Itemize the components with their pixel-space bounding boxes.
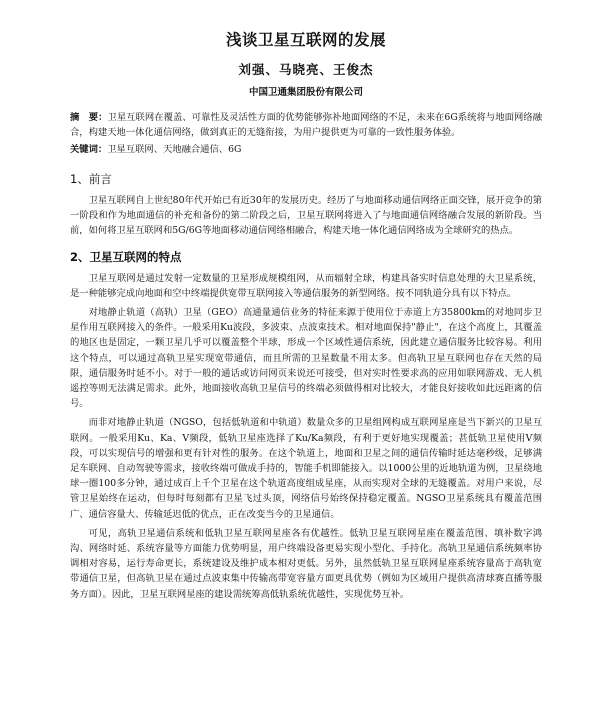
features-paragraph-4: 可见，高轨卫星通信系统和低轨卫星互联网星座各有优越性。低轨卫星互联网星座在覆盖范围、填补数字鸿沟、网络时延、系统容量等方面能力优势明显，用户终端设备更易实现小型化、手持化。高轨卫星通信系统频率协调相对容易，运行寿命更长，系统建设及维护成本相对更低。另外，虽然低轨卫星互联网星座系统容量高于高轨宽带通信卫星，但高轨卫星在通过点波束集中传输高带宽容量方面更具优势（例如为区域用户提供高清球赛直播等服务方面）。因此，卫星互联网星座的建设需统筹高低轨系统优越性，实现优势互补。 bbox=[70, 527, 542, 600]
features-paragraph-1: 卫星互联网是通过发射一定数量的卫星形成规模组网，从而辐射全球，构建具备实时信息处理的大卫星系统，是一种能够完成向地面和空中终端提供宽带互联网接入等通信服务的新型网络。按不同轨道分具有以下特点。 bbox=[70, 272, 542, 299]
abstract bbox=[70, 110, 542, 140]
features-paragraph-3: 而非对地静止轨道（NGSO，包括低轨道和中轨道）数量众多的卫星组网构成互联网星座是当下新兴的卫星互联网。一般采用Ku、Ka、V频段，低轨卫星座选择了Ku/Ka频段，有利于更好地实现覆盖；甚低轨卫星使用V频段，可以实现信号的增强和更有针对性的服务。在这个轨道上，地面和卫星之间的通信传输时延达毫秒级，足够满足车联网、自动驾驶等需求，接收终端可做成手持的，智能手机即能接入。以1000公里的近地轨道为例，卫星绕地球一圈100多分钟，通过成百上千个卫星在这个轨道高度组成星座，从而实现对全球的无缝覆盖。对用户来说，尽管卫星始终在运动，但每时每刻都有卫星飞过头顶，网络信号始终保持稳定覆盖。NGSO卫星系统具有覆盖范围广、通信容量大、传输延迟低的优点，正在改变当今的卫星通信。 bbox=[70, 417, 542, 520]
abstract-text: 卫星互联网在覆盖、可靠性及灵活性方面的优势能够弥补地面网络的不足，未来在6G系统将与地面网络融合，构建天地一体化通信网络，做到真正的无缝衔接，为用户提供更为可靠的一致性服务体验。 bbox=[70, 112, 542, 138]
keywords bbox=[70, 142, 542, 157]
keywords-label: 关键词： bbox=[70, 144, 108, 155]
section-heading-introduction: 1、前言 bbox=[70, 172, 112, 186]
abstract-label: 摘 要： bbox=[70, 112, 108, 123]
keywords-text: 卫星互联网、天地融合通信、6G bbox=[107, 144, 242, 155]
author-list: 刘强、马晓亮、王俊杰 bbox=[238, 62, 374, 77]
section-heading-features: 2、卫星互联网的特点 bbox=[70, 249, 182, 264]
intro-paragraph: 卫星互联网自上世纪80年代开始已有近30年的发展历史。经历了与地面移动通信网络正面交锋，展开竞争的第一阶段和作为地面通信的补充和备份的第二阶段之后，卫星互联网将进入了与地面通信网络融合发展的新阶段。当前，如何将卫星互联网和5G/6G等地面移动通信网络相融合，构建天地一体化通信网络成为全球研究的热点。 bbox=[70, 195, 542, 237]
author-affiliation: 中国卫通集团股份有限公司 bbox=[248, 87, 363, 98]
features-paragraph-2: 对地静止轨道（高轨）卫星（GEO）高通量通信业务的特征来源于使用位于赤道上方35800km的对地同步卫星作用互联网接入的条件。一般采用Ku波段，多波束、点波束技术。相对地面保持"静止"，在这个高度上，其覆盖的地区也是固定，一颗卫星几乎可以覆盖整个半球，形成一个区域性通信系统，因此建立通信服务比较容易。利用这个特点，可以通过高轨卫星实现宽带通信，而且所需的卫星数量不用太多。但高轨卫星互联网也存在天然的局限，通信服务时延不小。对于一般的通话或访问网页来说还可接受，但对实时性要求高的应用如联网游戏、无人机遥控等则无法满足需求。此外，地面接收高轨卫星信号的终端必须做得相对比较大，才能良好接收如此远距离的信号。 bbox=[70, 307, 542, 410]
paper-title: 浅谈卫星互联网的发展 bbox=[225, 31, 386, 49]
